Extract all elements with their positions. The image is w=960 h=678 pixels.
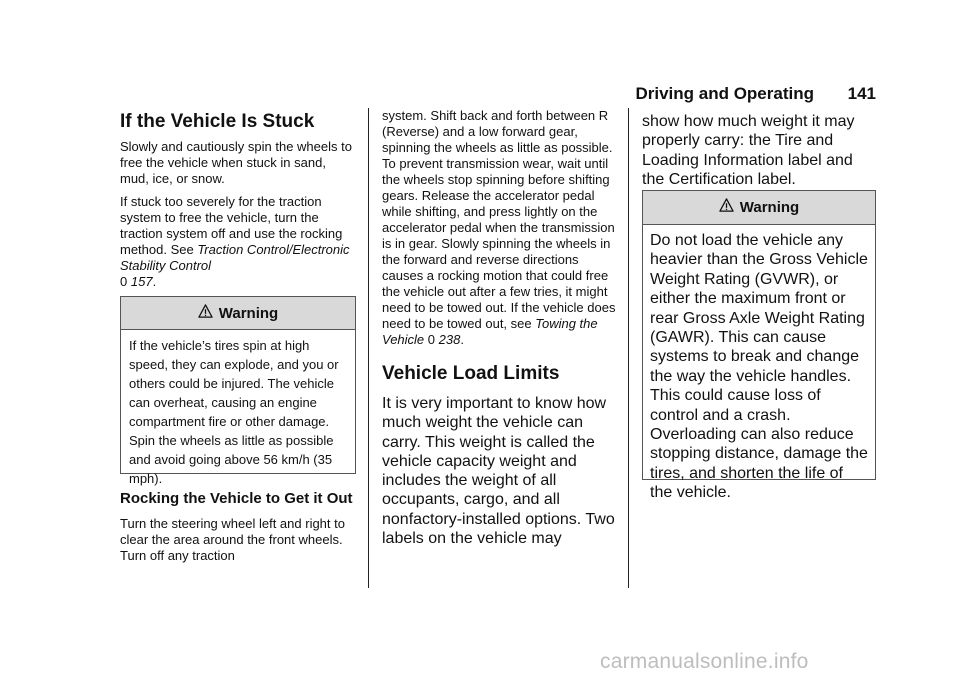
- page-ref-238[interactable]: 238: [438, 332, 461, 347]
- paragraph-spin-wheels: Slowly and cautiously spin the wheels to free the vehicle when stuck in sand, mud, ice, or snow.: [120, 139, 352, 186]
- column-3: [642, 112, 876, 189]
- paragraph-turn-steering: Turn the steering wheel left and right to clear the area around the front wheels. Turn off any traction: [120, 516, 345, 563]
- paragraph-load-limits: It is very important to know how much weight the vehicle can carry. This weight is called the vehicle capacity weight and includes the weight of all occupants, cargo, and all nonfactory-installed options. Two labels on the vehicle may: [382, 395, 615, 548]
- warning-icon: [198, 304, 213, 323]
- heading-vehicle-stuck: If the Vehicle Is Stuck: [120, 111, 315, 132]
- warning-body: If the vehicle’s tires spin at high speed, they can explode, and you or others could be injured. The vehicle can overheat, causing an engine compartment fire or other damage. Spin the wheels as little as possible and avoid going above 56 km/h (35 mph).: [129, 338, 339, 486]
- paragraph-shift-back-forth: system. Shift back and forth between R (Reverse) and a low forward gear, spinning the wheels as little as possible. To prevent transmission wear, wait until the wheels stop spinning before shifting gears. Release the accelerator pedal while shifting, and press lightly on the accelerator pedal when the transmission is in gear. Slowly spinning the wheels in the forward and reverse directions causes a rocking motion that could free the vehicle out after a few tries, it might need to be towed out. If the vehicle does need to be towed out, see Towing the Vehicle 0 238.: [382, 108, 616, 347]
- column-2: [382, 108, 618, 548]
- link-traction-control[interactable]: Traction Control/Electronic Stability Control: [120, 242, 350, 273]
- page-number: 141: [847, 84, 876, 103]
- subheading-rocking: Rocking the Vehicle to Get it Out: [120, 490, 353, 507]
- warning-header: [121, 297, 355, 330]
- column-1: [120, 110, 356, 290]
- paragraph-labels: show how much weight it may properly carry: the Tire and Loading Information label and the Certification label.: [642, 113, 855, 188]
- section-title: Driving and Operating: [635, 84, 814, 103]
- column-divider-2: [628, 108, 629, 588]
- page-ref-icon: 0: [120, 274, 128, 289]
- page-ref-icon: 0: [427, 332, 436, 347]
- paragraph-rocking-method: If stuck too severely for the traction system to free the vehicle, turn the traction system off and use the rocking method. See Traction Control/Electronic Stability Control 0 157.: [120, 194, 350, 289]
- column-1-lower: [120, 490, 356, 564]
- warning-title: Warning: [218, 304, 279, 322]
- column-divider-1: [368, 108, 369, 588]
- warning-body: Do not load the vehicle any heavier than the Gross Vehicle Weight Rating (GVWR), or either the maximum front or rear Gross Axle Weight Rating (GAWR). This can cause systems to break and change the way the vehicle handles. This could cause loss of control and a crash. Overloading can also reduce stopping distance, damage the tires, and shorten the life of the vehicle.: [650, 232, 868, 502]
- heading-vehicle-load-limits: Vehicle Load Limits: [382, 363, 560, 384]
- watermark: carmanualsonline.info: [600, 650, 809, 673]
- warning-header: [643, 191, 875, 225]
- page-ref-157[interactable]: 157: [130, 274, 153, 289]
- warning-box-tires: [120, 296, 356, 486]
- warning-icon: [719, 198, 734, 217]
- warning-title: Warning: [739, 199, 800, 216]
- warning-box-load: [642, 190, 876, 502]
- link-towing-vehicle[interactable]: Towing the Vehicle: [382, 316, 598, 347]
- running-header: [560, 84, 878, 106]
